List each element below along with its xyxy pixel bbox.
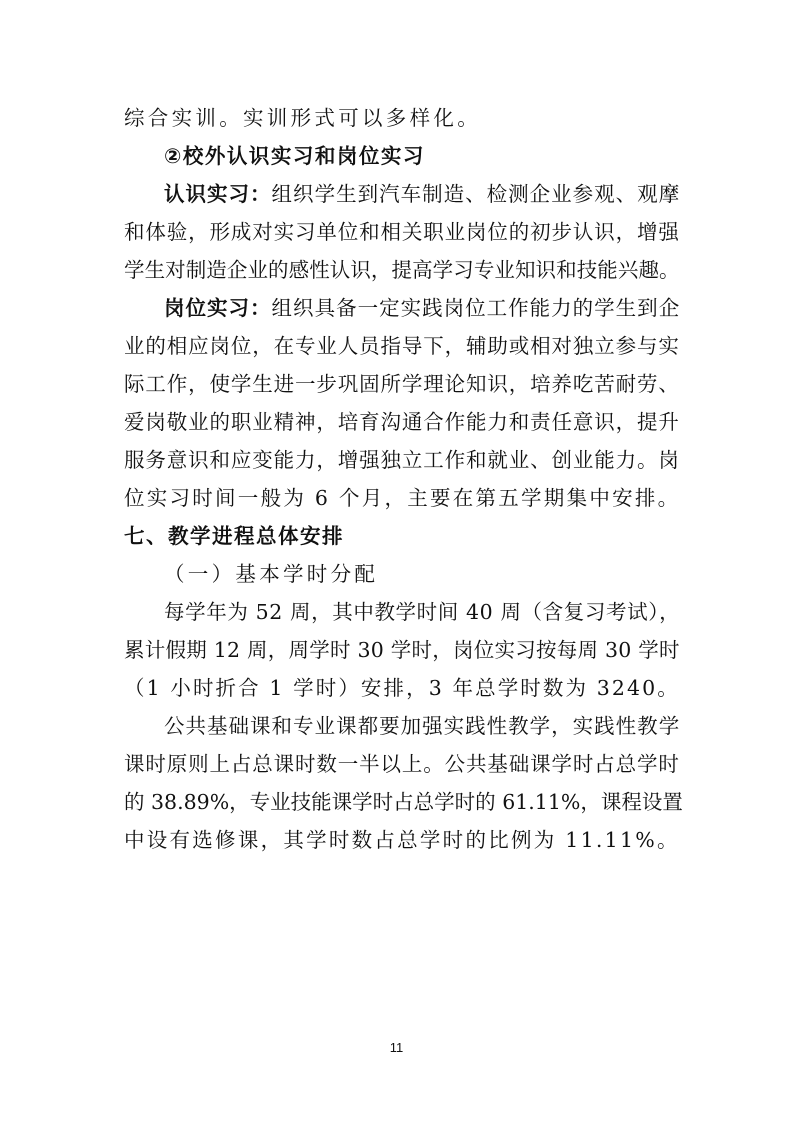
paragraph-line: 爱岗敬业的职业精神，培育沟通合作能力和责任意识，提升 — [124, 410, 680, 434]
paragraph-line: （1 小时折合 1 学时）安排，3 年总学时数为 3240。 — [124, 676, 680, 700]
term-label: 认识实习： — [164, 182, 272, 206]
paragraph-line: 公共基础课和专业课都要加强实践性教学，实践性教学 — [164, 714, 681, 738]
term-definition: 组织具备一定实践岗位工作能力的学生到企 — [271, 296, 681, 320]
paragraph-line — [164, 293, 680, 323]
subsection-heading: ②校外认识实习和岗位实习 — [164, 144, 425, 168]
paragraph-line: 中设有选修课，其学时数占总学时的比例为 11.11%。 — [124, 828, 680, 852]
paragraph-line — [164, 179, 680, 209]
term-definition: 组织学生到汽车制造、检测企业参观、观摩 — [271, 182, 681, 206]
paragraph-line: 位实习时间一般为 6 个月，主要在第五学期集中安排。 — [124, 486, 681, 510]
paragraph-line: 的 38.89%，专业技能课学时占总学时的 61.11%，课程设置 — [124, 790, 683, 814]
subsection-heading: （一）基本学时分配 — [164, 562, 379, 586]
paragraph-line: 学生对制造企业的感性认识，提高学习专业知识和技能兴趣。 — [124, 258, 680, 282]
term-label: 岗位实习： — [164, 296, 272, 320]
section-heading: 七、教学进程总体安排 — [124, 524, 344, 548]
paragraph-line: 累计假期 12 周，周学时 30 学时，岗位实习按每周 30 学时 — [124, 638, 680, 662]
paragraph-line: 综合实训。实训形式可以多样化。 — [124, 106, 481, 130]
paragraph-line: 服务意识和应变能力，增强独立工作和就业、创业能力。岗 — [124, 448, 680, 472]
paragraph-line: 业的相应岗位，在专业人员指导下，辅助或相对独立参与实 — [124, 334, 680, 358]
paragraph-line: 课时原则上占总课时数一半以上。公共基础课学时占总学时 — [124, 752, 680, 776]
paragraph-line: 每学年为 52 周，其中教学时间 40 周（含复习考试）， — [164, 600, 681, 624]
paragraph-line: 际工作，使学生进一步巩固所学理论知识，培养吃苦耐劳、 — [124, 372, 680, 396]
page-number: 11 — [389, 1040, 404, 1055]
paragraph-line: 和体验，形成对实习单位和相关职业岗位的初步认识，增强 — [124, 220, 680, 244]
